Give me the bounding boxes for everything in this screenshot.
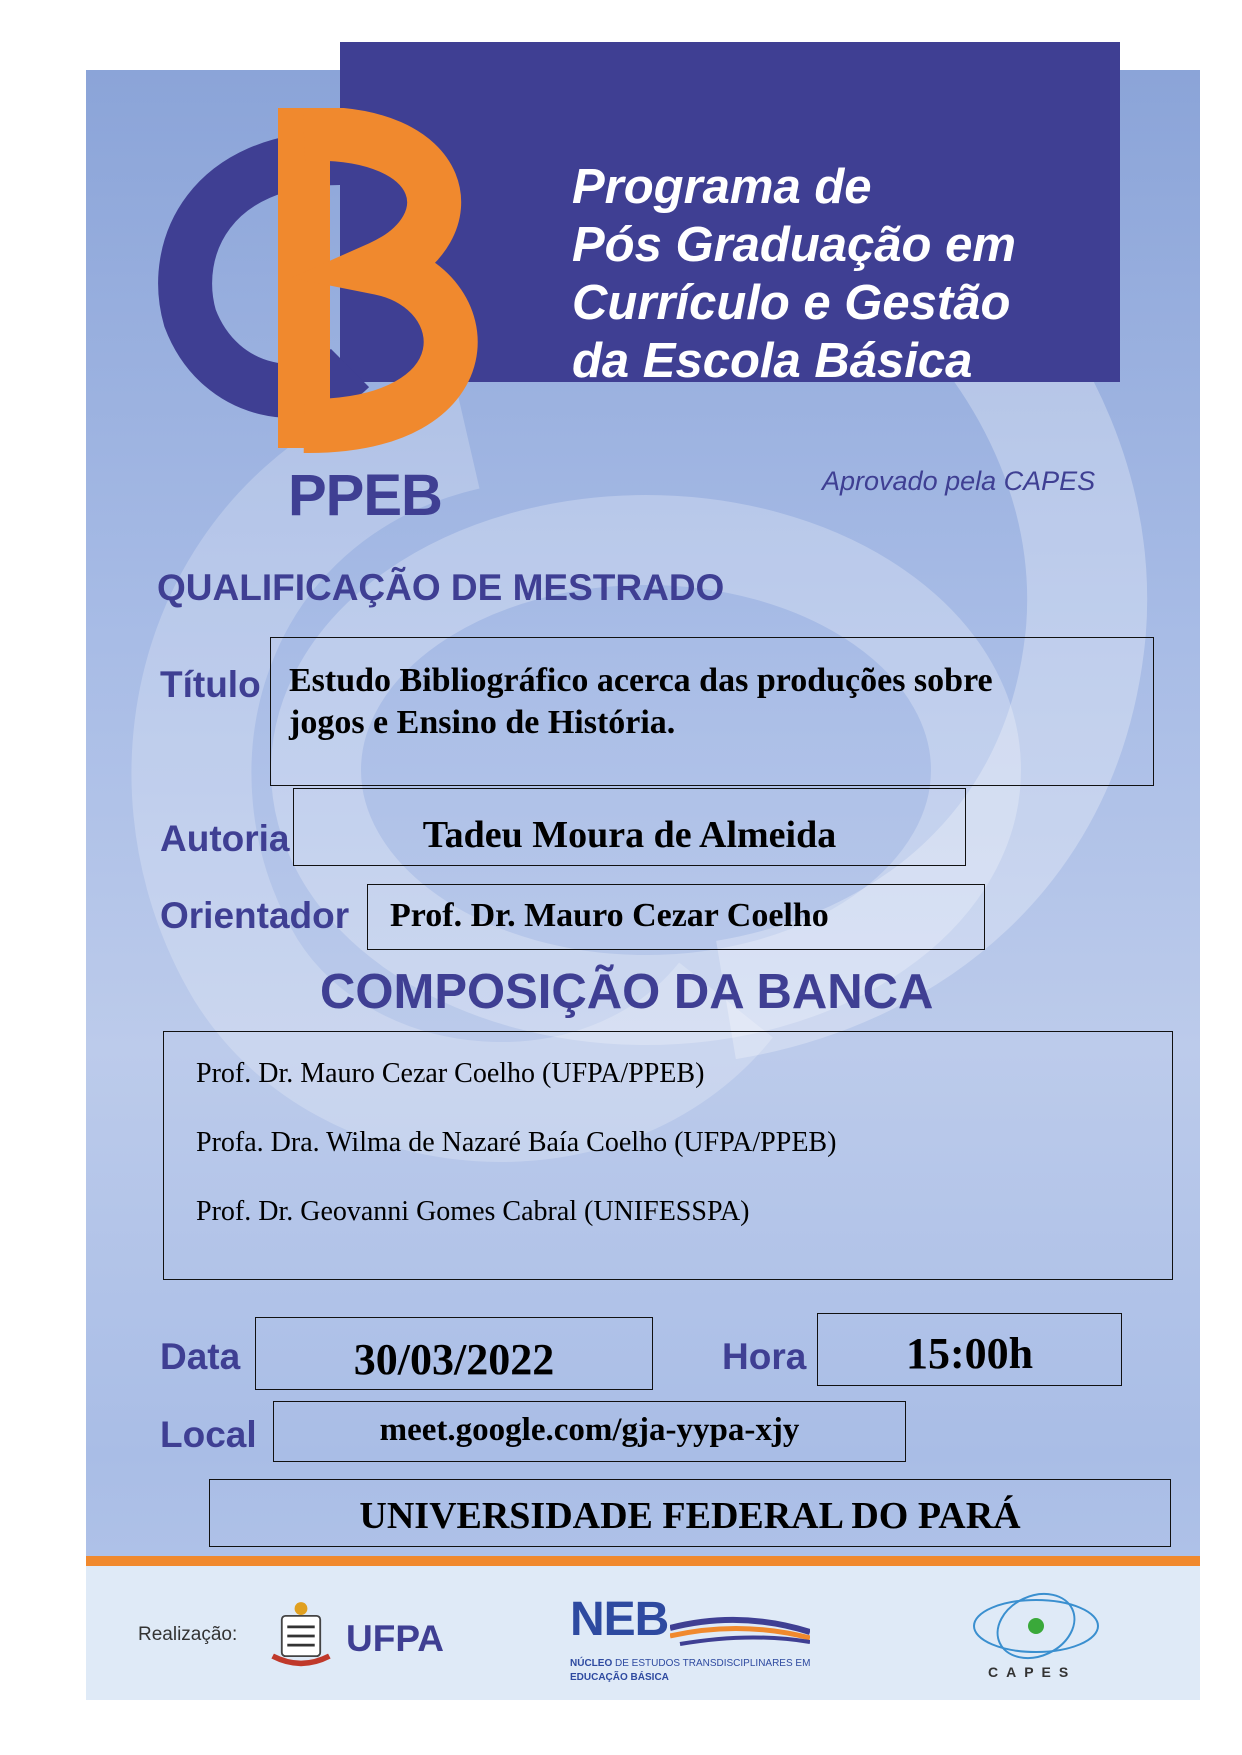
time-value: 15:00h: [905, 1329, 1034, 1378]
footer-divider: [86, 1556, 1200, 1566]
neb-swoosh-icon: [670, 1610, 810, 1650]
neb-label: NEB: [570, 1593, 669, 1646]
neb-subtitle-bold: NÚCLEO: [570, 1658, 613, 1669]
program-title-line: da Escola Básica: [572, 334, 973, 388]
neb-subtitle-line2: EDUCAÇÃO BÁSICA: [570, 1672, 669, 1683]
title-line: jogos e Ensino de História.: [289, 704, 676, 741]
footer: [86, 1560, 1200, 1700]
committee-member: Prof. Dr. Mauro Cezar Coelho (UFPA/PPEB): [196, 1058, 705, 1089]
ufpa-crest-icon: [269, 1598, 333, 1674]
committee-heading: COMPOSIÇÃO DA BANCA: [320, 965, 934, 1019]
date-value: 30/03/2022: [353, 1335, 555, 1384]
advisor-box: [367, 884, 985, 950]
neb-subtitle-rest: DE ESTUDOS TRANSDISCIPLINARES EM: [612, 1658, 811, 1669]
program-title: [572, 158, 1132, 390]
approval-note: Aprovado pela CAPES: [822, 466, 1096, 496]
institution-box: [209, 1479, 1171, 1547]
committee-member: Profa. Dra. Wilma de Nazaré Baía Coelho (UFPA/PPEB): [196, 1127, 837, 1158]
committee-box: [163, 1031, 1173, 1280]
realizacao-label: Realização:: [138, 1624, 238, 1645]
capes-logo-icon: [966, 1586, 1106, 1666]
capes-label: CAPES: [988, 1664, 1077, 1680]
title-label: Título: [160, 664, 261, 705]
event-type: QUALIFICAÇÃO DE MESTRADO: [157, 567, 725, 608]
advisor-name: Prof. Dr. Mauro Cezar Coelho: [390, 897, 829, 934]
program-title-line: Currículo e Gestão: [572, 276, 1011, 330]
time-box: [817, 1313, 1122, 1386]
date-box: [255, 1317, 653, 1390]
ppeb-logo-icon: [150, 108, 530, 478]
title-box: [270, 637, 1154, 786]
acronym: PPEB: [288, 463, 442, 528]
location-label: Local: [160, 1414, 257, 1455]
title-line: Estudo Bibliográfico acerca das produções sobre: [289, 662, 993, 699]
neb-subtitle: [570, 1658, 810, 1669]
advisor-label: Orientador: [160, 895, 350, 936]
program-title-line: Pós Graduação em: [572, 218, 1016, 272]
date-label: Data: [160, 1336, 241, 1377]
location-box: [273, 1401, 906, 1462]
author-box: [293, 788, 966, 866]
location-value: meet.google.com/gja-yypa-xjy: [379, 1412, 800, 1448]
committee-member: Prof. Dr. Geovanni Gomes Cabral (UNIFESSPA): [196, 1196, 750, 1227]
time-label: Hora: [722, 1336, 807, 1377]
author-name: Tadeu Moura de Almeida: [422, 814, 837, 856]
ufpa-label: UFPA: [346, 1618, 444, 1659]
author-label: Autoria: [160, 818, 290, 859]
institution-name: UNIVERSIDADE FEDERAL DO PARÁ: [359, 1495, 1021, 1537]
program-title-line: Programa de: [572, 160, 872, 214]
neb-logo: [570, 1592, 830, 1688]
